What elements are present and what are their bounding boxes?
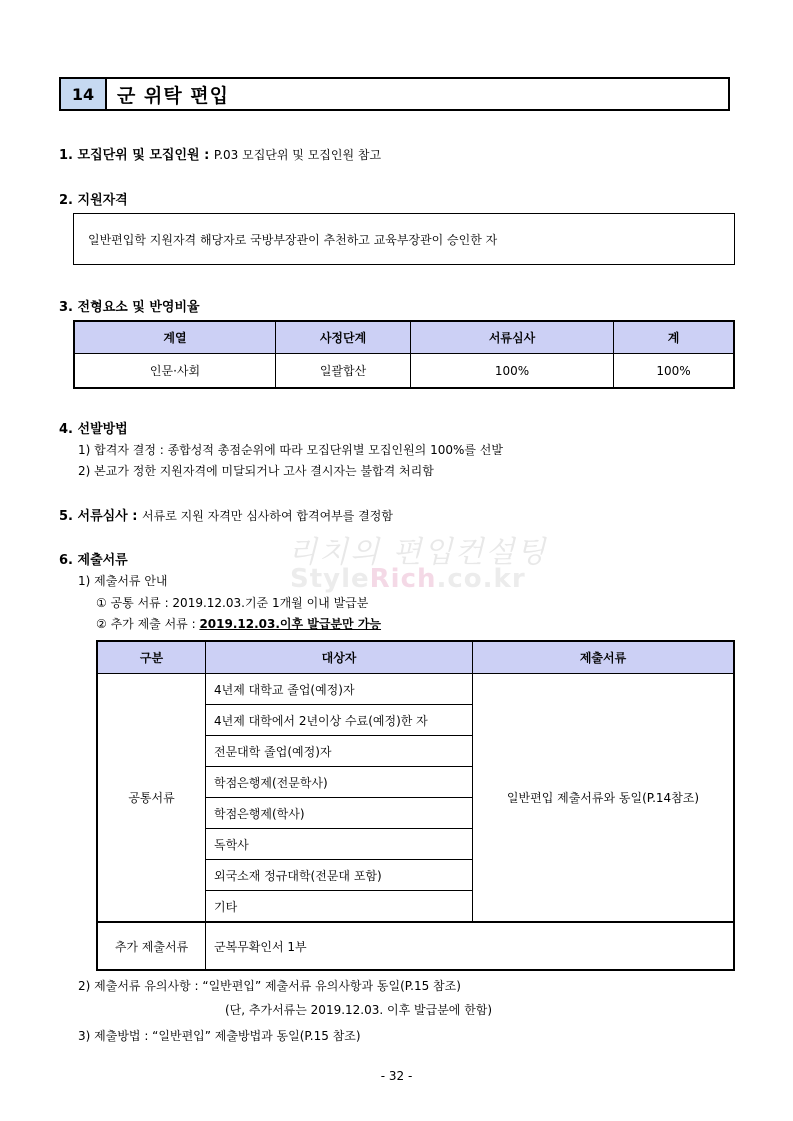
ratio-cell: 100% xyxy=(614,354,735,389)
ratio-table xyxy=(73,320,735,389)
docs-item-extra-emph: 2019.12.03.이후 발급분만 가능 xyxy=(199,617,382,631)
documents-table-header xyxy=(97,641,734,674)
section-1-title: 1. 모집단위 및 모집인원 xyxy=(59,148,200,163)
target-cell: 기타 xyxy=(206,891,473,923)
section-5 xyxy=(59,505,393,524)
selection-item: 2) 본교가 정한 지원자격에 미달되거나 고사 결시자는 불합격 처리함 xyxy=(78,464,434,478)
documents-header-cell: 제출서류 xyxy=(473,641,735,674)
section-3-title: 3. 전형요소 및 반영비율 xyxy=(59,300,200,315)
submit-method: 3) 제출방법 : “일반편입” 제출방법과 동일(P.15 참조) xyxy=(78,1029,361,1043)
ratio-header-cell: 계열 xyxy=(74,321,276,354)
target-cell: 전문대학 졸업(예정)자 xyxy=(206,736,473,767)
ratio-cell: 일괄합산 xyxy=(276,354,411,389)
ratio-table-header xyxy=(74,321,734,354)
docs-subheading: 1) 제출서류 안내 xyxy=(78,574,168,588)
section-1 xyxy=(59,144,381,163)
documents-header-cell: 대상자 xyxy=(206,641,473,674)
target-cell: 4년제 대학교 졸업(예정)자 xyxy=(206,674,473,705)
common-docs-label: 공통서류 xyxy=(97,674,206,923)
documents-header-cell: 구분 xyxy=(97,641,206,674)
section-header xyxy=(59,77,730,111)
ratio-header-cell: 사정단계 xyxy=(276,321,411,354)
eligibility-box xyxy=(73,213,735,265)
docs-item-common: ① 공통 서류 : 2019.12.03.기준 1개월 이내 발급분 xyxy=(96,596,369,610)
target-cell: 외국소재 정규대학(전문대 포함) xyxy=(206,860,473,891)
table-row xyxy=(97,674,734,705)
section-number: 14 xyxy=(61,79,107,109)
target-cell: 독학사 xyxy=(206,829,473,860)
section-6-title: 6. 제출서류 xyxy=(59,553,128,568)
section-2-title: 2. 지원자격 xyxy=(59,193,128,208)
section-1-sep: : xyxy=(199,148,214,163)
selection-item: 1) 합격자 결정 : 종합성적 총점순위에 따라 모집단위별 모집인원의 100%를 선발 xyxy=(78,443,503,457)
table-row xyxy=(97,922,734,970)
watermark-style: Style xyxy=(290,564,370,594)
docs-note-sub: (단, 추가서류는 2019.12.03. 이후 발급분에 한함) xyxy=(225,1003,493,1017)
extra-docs-label: 추가 제출서류 xyxy=(97,922,206,970)
watermark-url xyxy=(290,564,526,594)
ratio-cell: 인문·사회 xyxy=(74,354,276,389)
eligibility-text: 일반편입학 지원자격 해당자로 국방부장관이 추천하고 교육부장관이 승인한 자 xyxy=(88,232,498,247)
target-cell: 4년제 대학에서 2년이상 수료(예정)한 자 xyxy=(206,705,473,736)
docs-item-extra-prefix: ② 추가 제출 서류 : xyxy=(96,617,200,631)
ratio-cell: 100% xyxy=(411,354,614,389)
section-1-text: P.03 모집단위 및 모집인원 참고 xyxy=(213,148,382,162)
watermark-domain: .co.kr xyxy=(436,564,526,594)
docs-item-extra xyxy=(96,615,381,632)
section-5-text: 서류로 지원 자격만 심사하여 합격여부를 결정함 xyxy=(142,509,393,523)
watermark-rich: Rich xyxy=(369,564,437,594)
common-docs-cell: 일반편입 제출서류와 동일(P.14참조) xyxy=(473,674,735,923)
target-cell: 학점은행제(전문학사) xyxy=(206,767,473,798)
docs-note: 2) 제출서류 유의사항 : “일반편입” 제출서류 유의사항과 동일(P.15 참조) xyxy=(78,979,461,993)
ratio-header-cell: 서류심사 xyxy=(411,321,614,354)
target-cell: 학점은행제(학사) xyxy=(206,798,473,829)
section-5-sep: : xyxy=(127,509,143,524)
ratio-table-row xyxy=(74,354,734,389)
documents-table xyxy=(96,640,735,971)
watermark-korean: 리치의 편입컨설팅 xyxy=(288,535,548,570)
section-4-title: 4. 선발방법 xyxy=(59,422,128,437)
extra-docs-target: 군복무확인서 1부 xyxy=(206,922,735,970)
page-number: - 32 - xyxy=(380,1069,413,1083)
section-title: 군 위탁 편입 xyxy=(117,84,229,107)
section-5-title: 5. 서류심사 xyxy=(59,509,128,524)
ratio-header-cell: 계 xyxy=(614,321,735,354)
